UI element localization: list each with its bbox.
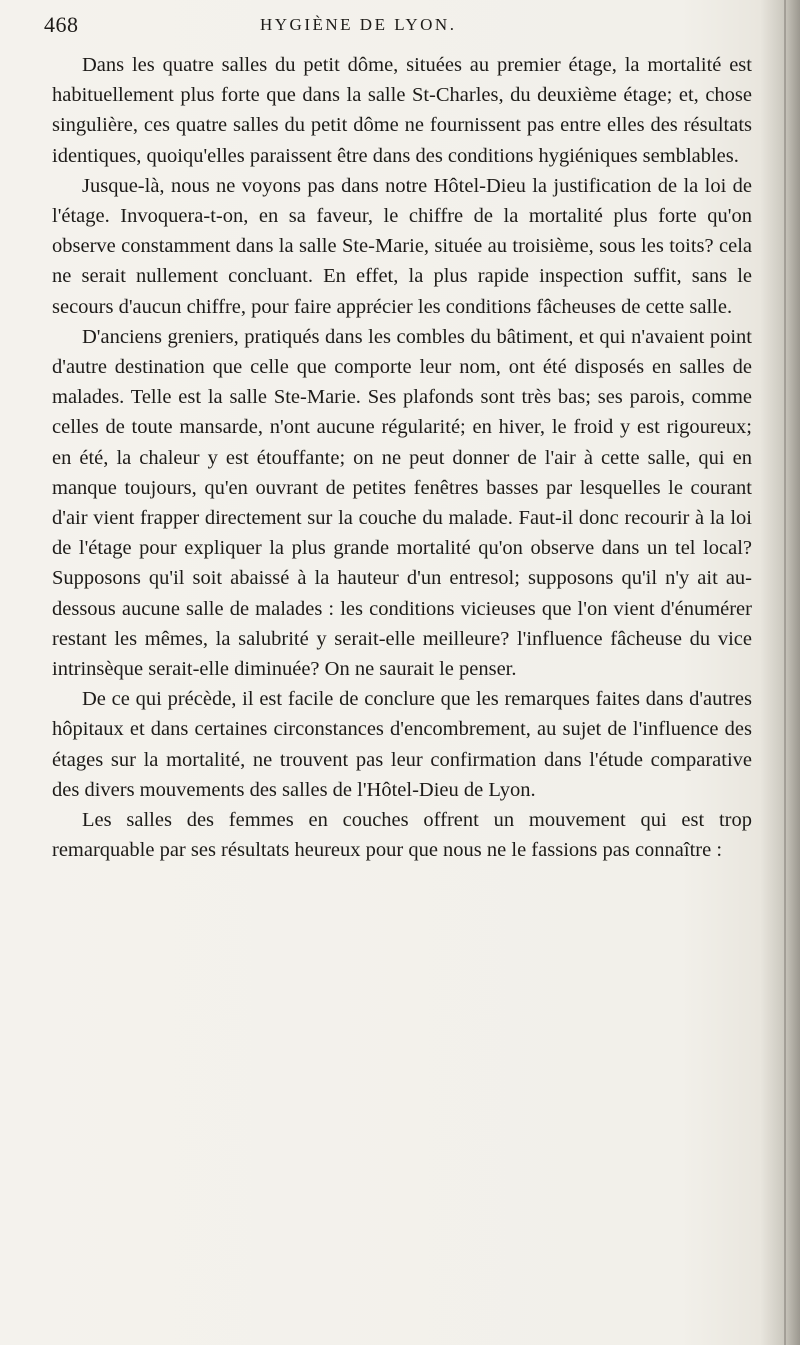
body-text (52, 50, 752, 865)
paragraph: D'anciens greniers, pratiqués dans les combles du bâtiment, et qui n'avaient point d'autre destination que celle que comporte leur nom, ont été disposés en salles de malades. Telle est la salle Ste-Marie. Ses plafonds sont très bas; ses parois, comme celles de toute mansarde, n'ont aucune régularité; en hiver, le froid y est rigoureux; en été, la chaleur y est étouffante; on ne peut donner de l'air à cette salle, qui en manque toujours, qu'en ouvrant de petites fenêtres basses par lesquelles le courant d'air vient frapper directement sur la couche du malade. Faut-il donc recourir à la loi de l'étage pour expliquer la plus grande mortalité qu'on observe dans un tel local? Supposons qu'il soit abaissé à la hauteur d'un entresol; supposons qu'il n'y ait au-dessous aucune salle de malades : les conditions vicieuses que l'on vient d'énumérer restant les mêmes, la salubrité y serait-elle meilleure? l'influence fâcheuse du vice intrinsèque serait-elle diminuée? On ne saurait le penser. (52, 325, 752, 681)
page-edge-shadow (760, 0, 800, 1345)
running-title: HYGIÈNE DE LYON. (260, 15, 457, 34)
page-header (44, 12, 744, 42)
page-edge-line (784, 0, 786, 1345)
paragraph: Les salles des femmes en couches offrent un mouvement qui est trop remarquable par ses résultats heureux pour que nous ne le fassions pas connaître : (52, 809, 752, 862)
page-number: 468 (44, 12, 79, 37)
paragraph: De ce qui précède, il est facile de conclure que les remarques faites dans d'autres hôpitaux et dans certaines circonstances d'encombrement, au sujet de l'influence des étages sur la mortalité, ne trouvent pas leur confirmation dans l'étude comparative des divers mouvements des salles de l'Hôtel-Dieu de Lyon. (52, 688, 752, 801)
paragraph: Dans les quatre salles du petit dôme, situées au premier étage, la mortalité est habituellement plus forte que dans la salle St-Charles, du deuxième étage; et, chose singulière, ces quatre salles du petit dôme ne fournissent pas entre elles des résultats identiques, quoiqu'elles paraissent être dans des conditions hygiéniques semblables. (52, 54, 752, 167)
paragraph: Jusque-là, nous ne voyons pas dans notre Hôtel-Dieu la justification de la loi de l'étage. Invoquera-t-on, en sa faveur, le chiffre de la mortalité plus forte qu'on observe constamment dans la salle Ste-Marie, située au troisième, sous les toits? cela ne serait nullement concluant. En effet, la plus rapide inspection suffit, sans le secours d'aucun chiffre, pour faire apprécier les conditions fâcheuses de cette salle. (52, 174, 752, 318)
